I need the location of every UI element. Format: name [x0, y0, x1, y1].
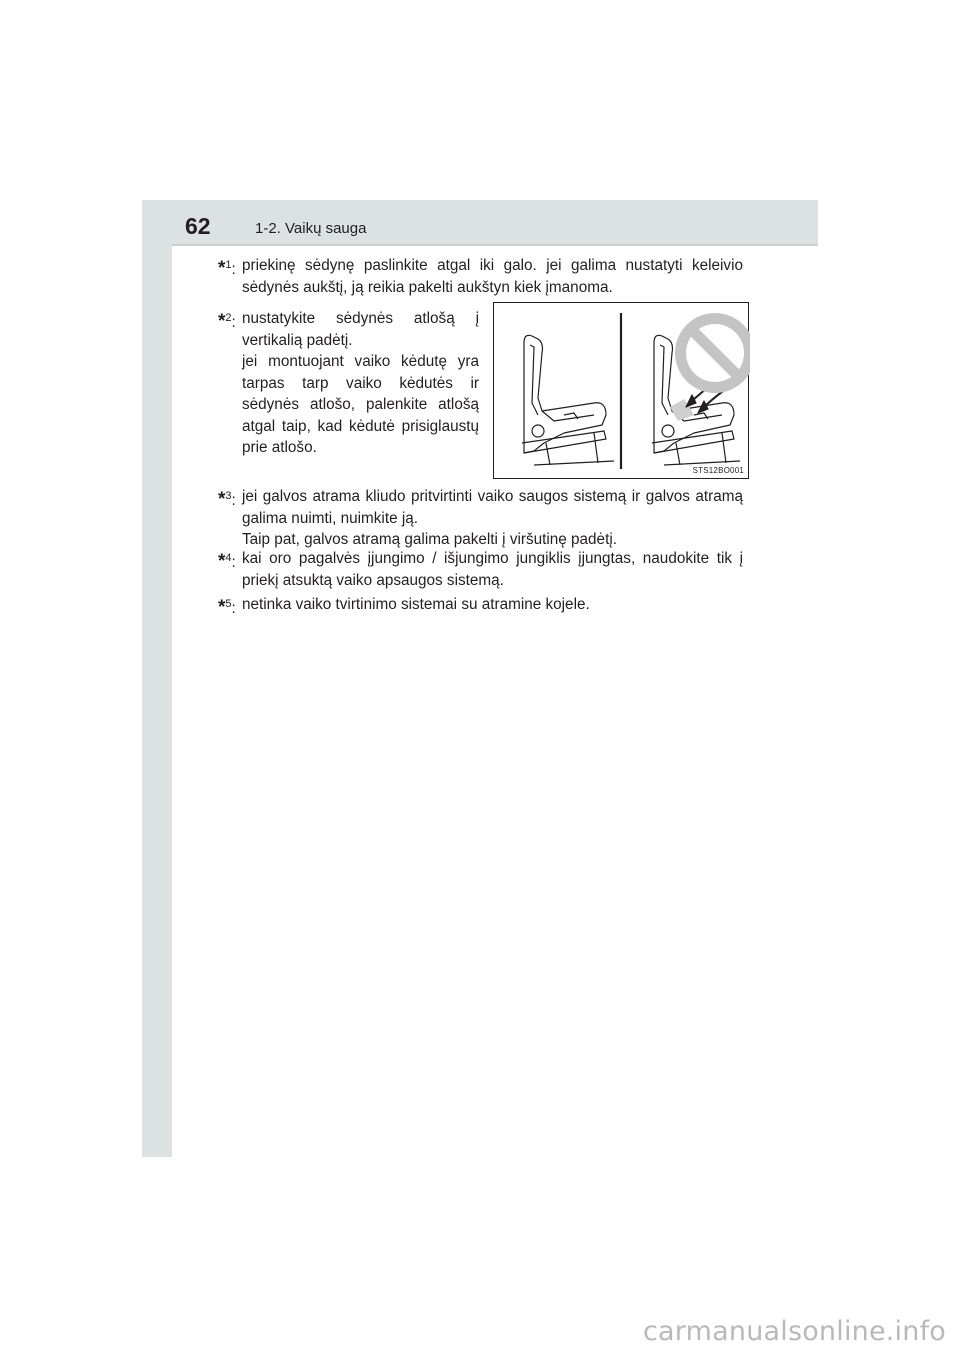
note-paragraph: jei montuojant vaiko kėdutę yra tarpas tarp vaiko kėdutės ir sėdynės atlošo, palenkite atlošą atgal taip, kad kėdutė prisiglaustų prie atlošo. [242, 353, 479, 456]
note-2 [218, 308, 479, 459]
seat-illustration [494, 303, 750, 480]
note-body [242, 308, 479, 459]
figure-code: STS12BO001 [692, 466, 744, 475]
note-marker: *$^1$: [218, 258, 236, 279]
page-number: 62 [185, 213, 211, 239]
note-marker: *$^3$: [218, 489, 236, 510]
note-paragraph: Taip pat, galvos atramą galima pakelti į viršutinę padėtį. [242, 531, 617, 548]
note-4 [218, 548, 743, 591]
child-seat-figure [493, 302, 749, 479]
note-marker: *$^5$: [218, 597, 236, 618]
note-3 [218, 486, 743, 551]
note-body [242, 255, 743, 298]
seat-icon [522, 335, 614, 465]
note-body [242, 594, 743, 616]
site-watermark: carmanualsonline.info [643, 1316, 946, 1347]
section-title: 1-2. Vaikų sauga [255, 220, 367, 237]
note-1 [218, 255, 743, 298]
no-symbol-icon [675, 313, 750, 393]
note-marker: *$^2$: [218, 311, 236, 332]
note-paragraph: nustatykite sėdynės atlošą į vertikalią padėtį. [242, 310, 479, 349]
note-body [242, 548, 743, 591]
note-paragraph: priekinę sėdynę paslinkite atgal iki galo. jei galima nustatyti keleivio sėdynės aukštį, ją reikia pakelti aukštyn kiek įmanoma. [242, 257, 743, 296]
header-divider [172, 244, 818, 246]
note-5 [218, 594, 743, 616]
note-body [242, 486, 743, 551]
side-margin-band [142, 200, 172, 1157]
header-band [142, 200, 818, 245]
note-marker: *$^4$: [218, 551, 236, 572]
note-paragraph: kai oro pagalvės įjungimo / išjungimo jungiklis įjungtas, naudokite tik į priekį atsuktą vaiko apsaugos sistemą. [242, 550, 743, 589]
note-paragraph: netinka vaiko tvirtinimo sistemai su atramine kojele. [242, 596, 590, 613]
note-paragraph: jei galvos atrama kliudo pritvirtinti vaiko saugos sistemą ir galvos atramą galima nuimti, nuimkite ją. [242, 488, 743, 527]
